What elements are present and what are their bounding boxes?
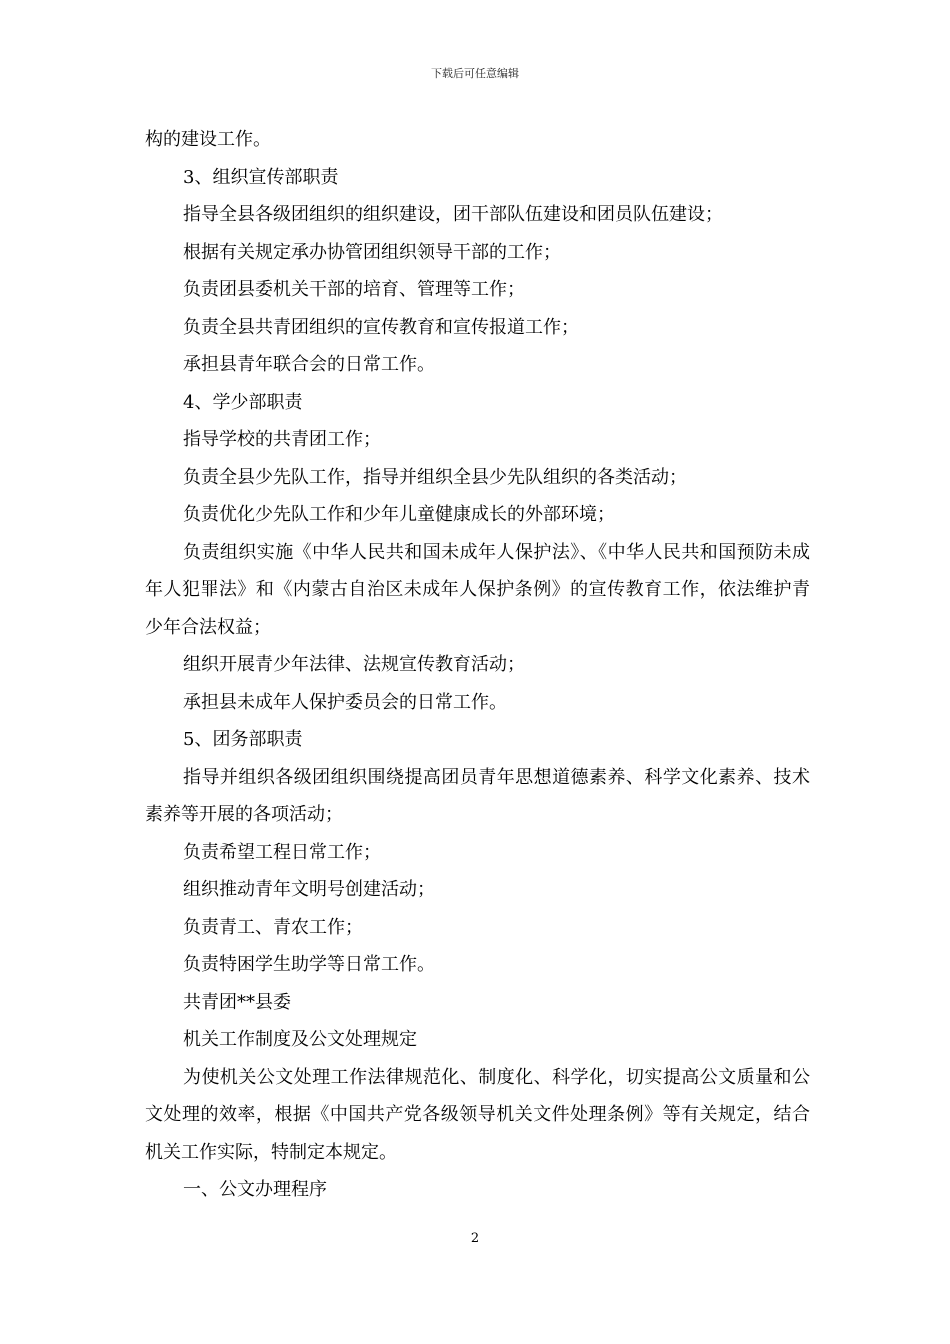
section-heading: 一、公文办理程序 [183,1179,327,1200]
document-title: 机关工作制度及公文处理规定 [183,1029,417,1050]
paragraph: 负责组织实施《中华人民共和国未成年人保护法》、《中华人民共和国预防未成年人犯罪法》和《内蒙古自治区未成年人保护条例》的宣传教育工作，依法维护青少年合法权益； [145,541,810,638]
paragraph: 组织开展青少年法律、法规宣传教育活动； [183,654,525,675]
document-body [145,121,810,1209]
paragraph: 负责特困学生助学等日常工作。 [183,954,435,975]
paragraph: 为使机关公文处理工作法律规范化、制度化、科学化，切实提高公文质量和公文处理的效率，根据《中国共产党各级领导机关文件处理条例》等有关规定，结合机关工作实际，特制定本规定。 [145,1066,810,1163]
paragraph: 组织推动青年文明号创建活动； [183,879,435,900]
paragraph: 承担县青年联合会的日常工作。 [183,354,435,375]
paragraph: 负责希望工程日常工作； [183,841,381,863]
page-header: 下载后可任意编辑 [431,67,519,80]
paragraph: 负责青工、青农工作； [183,916,363,938]
paragraph: 负责全县共青团组织的宣传教育和宣传报道工作； [183,316,579,338]
paragraph: 指导并组织各级团组织围绕提高团员青年思想道德素养、科学文化素养、技术素养等开展的各项活动； [145,766,810,825]
page-number: 2 [470,1231,480,1246]
section-heading: 3、组织宣传部职责 [183,166,339,188]
paragraph: 根据有关规定承办协管团组织领导干部的工作； [183,241,561,263]
paragraph: 指导学校的共青团工作； [183,429,381,450]
paragraph: 负责全县少先队工作，指导并组织全县少先队组织的各类活动； [183,466,687,488]
paragraph: 承担县未成年人保护委员会的日常工作。 [183,691,507,713]
paragraph: 负责团县委机关干部的培育、管理等工作； [183,279,525,300]
paragraph: 指导全县各级团组织的组织建设，团干部队伍建设和团员队伍建设； [183,204,723,225]
paragraph: 构的建设工作。 [145,129,271,150]
paragraph: 负责优化少先队工作和少年儿童健康成长的外部环境； [183,504,615,525]
section-heading: 5、团务部职责 [183,729,303,750]
organization-name: 共青团**县委 [183,991,291,1013]
section-heading: 4、学少部职责 [183,391,303,413]
